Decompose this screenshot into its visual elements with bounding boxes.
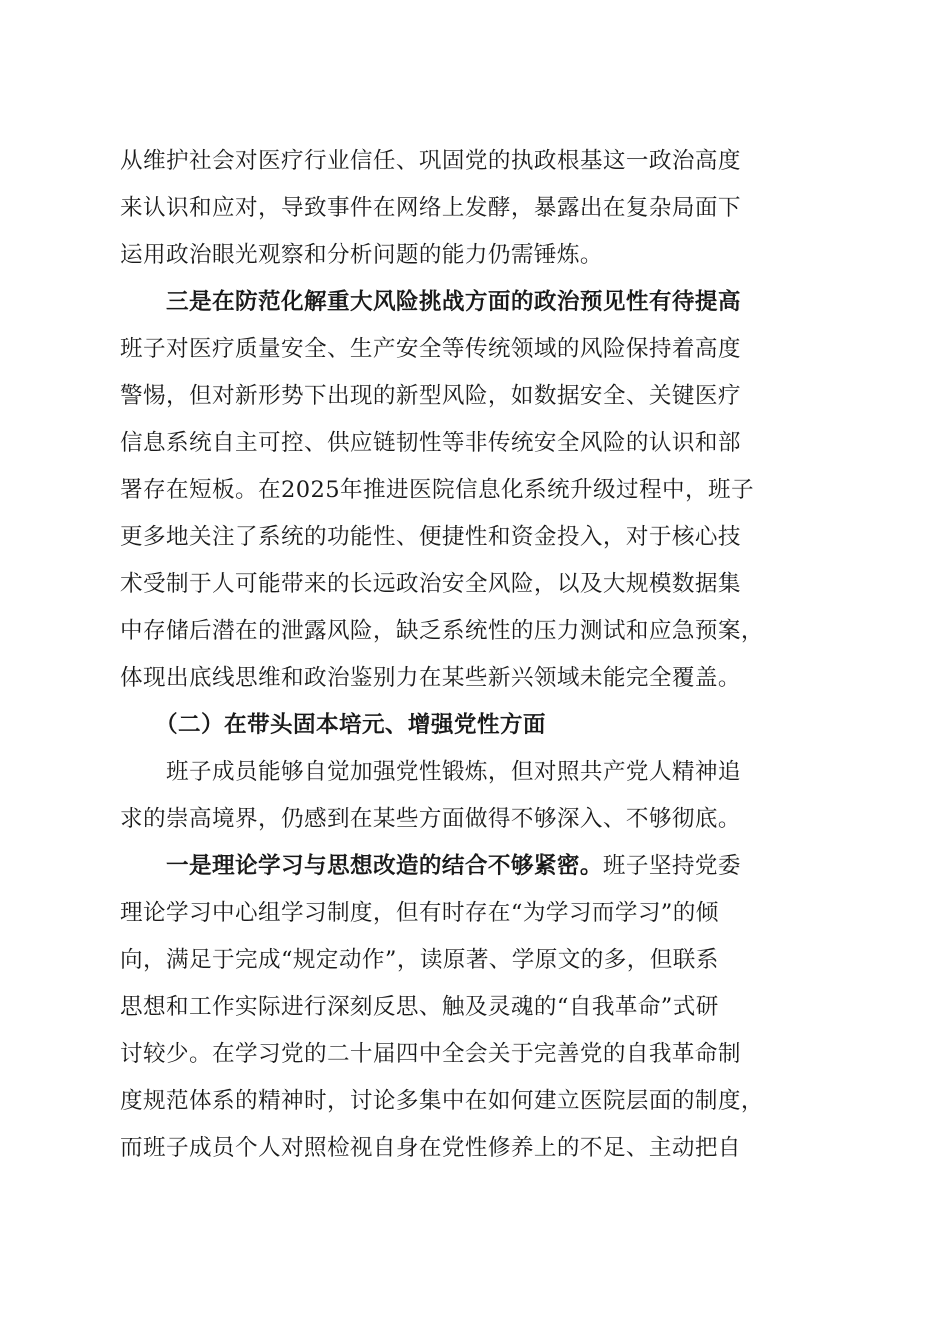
text-line: 班子成员能够自觉加强党性锻炼，但对照共产党人精神追 (166, 759, 741, 785)
text-line: 来认识和应对，导致事件在网络上发酵，暴露出在复杂局面下 (120, 195, 741, 221)
document-body (120, 138, 840, 1172)
text-line: 中存储后潜在的泄露风险，缺乏系统性的压力测试和应急预案， (120, 618, 764, 644)
text-line: 向，满足于完成“规定动作”，读原著、学原文的多，但联系 (120, 947, 719, 973)
text-line: 运用政治眼光观察和分析问题的能力仍需锤炼。 (120, 242, 603, 268)
section-heading: （二）在带头固本培元、增强党性方面 (155, 712, 546, 738)
heading-continuation: 班子坚持党委 (602, 853, 741, 879)
text-line: 度规范体系的精神时，讨论多集中在如何建立医院层面的制度， (120, 1088, 764, 1114)
text-line: 警惕，但对新形势下出现的新型风险，如数据安全、关键医疗 (120, 383, 741, 409)
text-line: 更多地关注了系统的功能性、便捷性和资金投入，对于核心技 (120, 524, 741, 550)
text-line: 求的崇高境界，仍感到在某些方面做得不够深入、不够彻底。 (120, 806, 741, 832)
text-line: 理论学习中心组学习制度，但有时存在“为学习而学习”的倾 (120, 900, 719, 926)
text-line (120, 843, 840, 890)
text-line: 班子对医疗质量安全、生产安全等传统领域的风险保持着高度 (120, 336, 741, 362)
text-line: 思想和工作实际进行深刻反思、触及灵魂的“自我革命”式研 (120, 994, 719, 1020)
paragraph-political-awareness-continued (120, 138, 840, 279)
text-line: 信息系统自主可控、供应链韧性等非传统安全风险的认识和部 (120, 430, 741, 456)
paragraph-heading: 三是在防范化解重大风险挑战方面的政治预见性有待提高 (166, 289, 741, 315)
text-line: 讨较少。在学习党的二十届四中全会关于完善党的自我革命制 (120, 1041, 741, 1067)
text-line: 从维护社会对医疗行业信任、巩固党的执政根基这一政治高度 (120, 148, 741, 174)
text-line: 体现出底线思维和政治鉴别力在某些新兴领域未能完全覆盖。 (120, 665, 741, 691)
paragraph-heading: 一是理论学习与思想改造的结合不够紧密。 (166, 853, 603, 879)
paragraph-party-spirit-intro (120, 749, 840, 843)
section-heading-party-spirit (120, 702, 840, 749)
paragraph-theory-study (120, 843, 840, 1172)
text-line: 署存在短板。在2025年推进医院信息化系统升级过程中，班子 (120, 477, 754, 503)
paragraph-risk-foresight (120, 279, 840, 702)
text-line: 而班子成员个人对照检视自身在党性修养上的不足、主动把自 (120, 1135, 741, 1161)
text-line: 术受制于人可能带来的长远政治安全风险，以及大规模数据集 (120, 571, 741, 597)
